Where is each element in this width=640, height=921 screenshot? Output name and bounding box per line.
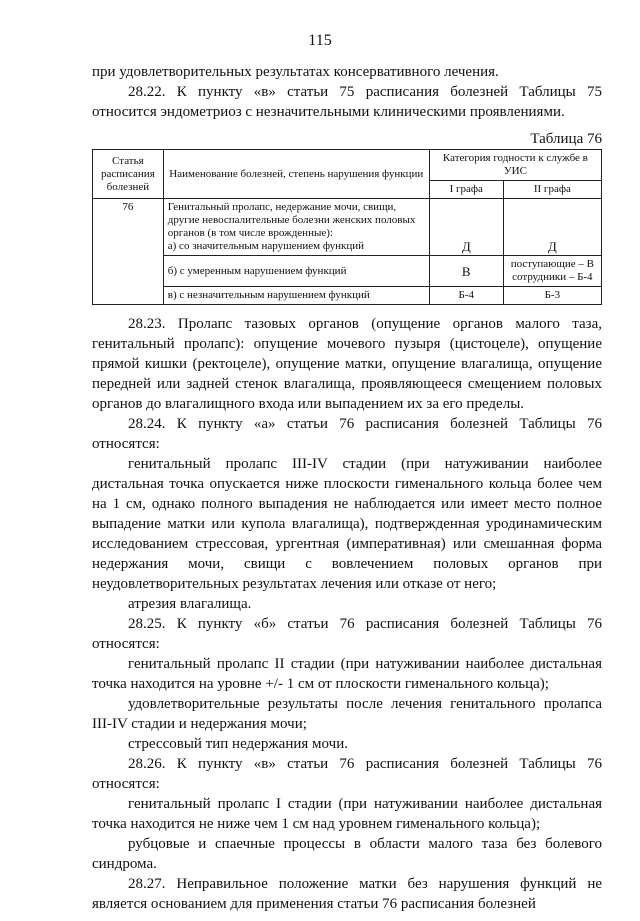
row-c-g1: Б-4	[429, 287, 503, 305]
top-line-1: при удовлетворительных результатах консервативного лечения.	[92, 64, 499, 80]
paragraph: 28.27. Неправильное положение матки без нарушения функций не является основанием для применения статьи 76 расписания болезней	[92, 876, 602, 912]
row-a-desc	[163, 199, 429, 256]
table-row	[93, 287, 602, 305]
disease-intro: Генитальный пролапс, недержание мочи, свищи, другие невоспалительные болезни женских половых органов (в том числе врожденные):	[167, 201, 416, 239]
paragraph: 28.24. К пункту «а» статьи 76 расписания болезней Таблицы 76 относятся:	[92, 416, 602, 452]
header-graph-2: II графа	[503, 181, 601, 199]
top-text	[92, 62, 602, 122]
paragraph: генитальный пролапс I стадии (при натуживании наиболее дистальная точка находится не ниже чем 1 см над уровнем гименального кольца);	[92, 796, 602, 832]
paragraph: генитальный пролапс III-IV стадии (при натуживании наиболее дистальная точка опускается ниже плоскости гименального кольца более чем на 1 см, однако полного выпадения не наблюдается или имеет место полное выпадение матки или купола влагалища), подтвержденная уродинамическим исследованием стрессовая, ургентная (императивная) или смешанная форма недержания мочи, свищи с вовлечением половых органов при неудовлетворительных результатах лечения или отказе от него;	[92, 456, 602, 592]
top-line-2: 28.22. К пункту «в» статьи 75 расписания болезней Таблицы 75 относится эндометриоз с незначительными клиническими проявлениями.	[92, 84, 602, 120]
row-b-desc: б) с умеренным нарушением функций	[163, 256, 429, 287]
paragraph: стрессовый тип недержания мочи.	[128, 736, 348, 752]
row-b-g2: поступающие – В сотрудники – Б-4	[503, 256, 601, 287]
article-number: 76	[93, 199, 164, 305]
row-c-g2: Б-3	[503, 287, 601, 305]
fitness-table	[92, 149, 602, 305]
table-caption: Таблица 76	[530, 131, 602, 147]
table-row	[93, 199, 602, 256]
row-a-g1: Д	[429, 199, 503, 256]
table-row	[93, 256, 602, 287]
body-text	[92, 314, 602, 914]
row-c-desc: в) с незначительным нарушением функций	[163, 287, 429, 305]
header-graph-1: I графа	[429, 181, 503, 199]
page-number: 115	[308, 32, 332, 49]
row-a-label: а) со значительным нарушением функций	[167, 240, 365, 252]
paragraph: 28.23. Пролапс тазовых органов (опущение органов малого таза, генитальный пролапс): опущение мочевого пузыря (цистоцеле), опущение прямой кишки (ректоцеле), опущение матки, опущение влагалища, опущение передней или задней стенок влагалища, проявляющееся смещением половых органов до влагалищного входа или выпадением их за его пределы.	[92, 316, 602, 412]
paragraph: генитальный пролапс II стадии (при натуживании наиболее дистальная точка находится на уровне +/- 1 см от плоскости гименального кольца);	[92, 656, 602, 692]
row-a-g2: Д	[503, 199, 601, 256]
header-disease-name: Наименование болезней, степень нарушения функции	[163, 150, 429, 199]
header-category: Категория годности к службе в УИС	[429, 150, 601, 181]
row-b-g1: В	[429, 256, 503, 287]
header-article: Статья расписания болезней	[93, 150, 164, 199]
paragraph: 28.25. К пункту «б» статьи 76 расписания болезней Таблицы 76 относятся:	[92, 616, 602, 652]
paragraph: удовлетворительные результаты после лечения генитального пролапса III-IV стадии и недержания мочи;	[92, 696, 602, 732]
paragraph: рубцовые и спаечные процессы в области малого таза без болевого синдрома.	[92, 836, 602, 872]
paragraph: атрезия влагалища.	[128, 596, 252, 612]
paragraph: 28.26. К пункту «в» статьи 76 расписания болезней Таблицы 76 относятся:	[92, 756, 602, 792]
